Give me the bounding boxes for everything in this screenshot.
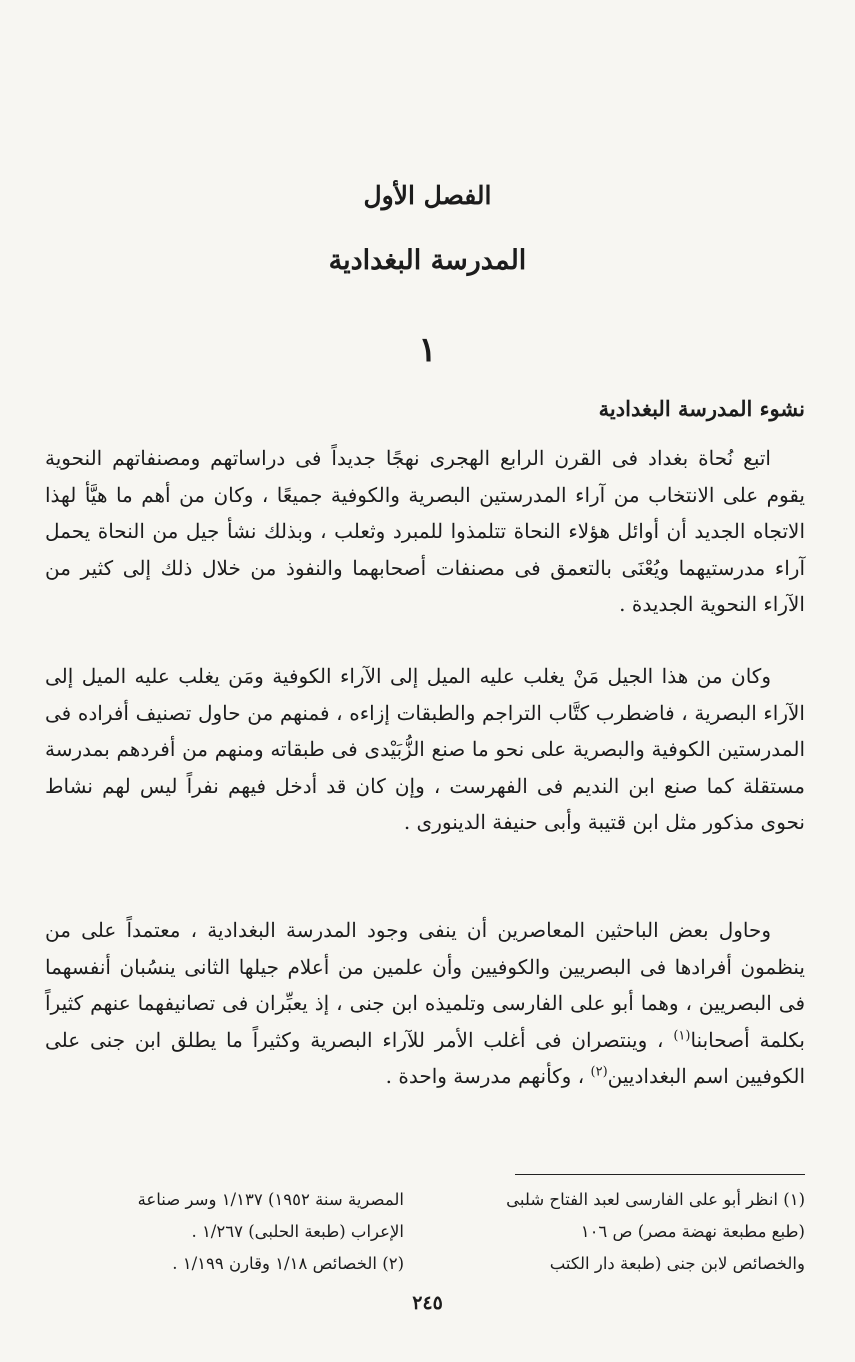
footnotes-left-column: [44, 1184, 404, 1280]
chapter-title: الفصل الأول: [363, 181, 492, 210]
paragraph-3: [45, 912, 805, 1095]
paragraph-1: اتبع نُحاة بغداد فى القرن الرابع الهجرى نهجًا جديداً فى دراساتهم ومصنفاتهم النحوية يقوم على الانتخاب من آراء المدرستين البصرية والكوفية جميعًا ، وكان من أهم ما هيَّأ لهذا الاتجاه الجديد أن أوائل هؤلاء النحاة تتلمذوا للمبرد وثعلب ، وبذلك نشأ جيل من النحاة يحمل آراء مدرستيهما ويُعْنَى بالتعمق فى مصنفات أصحابهما والنفوذ من خلال ذلك إلى كثير من الآراء النحوية الجديدة .: [45, 446, 806, 617]
footnote-ref-2: (٢): [590, 1064, 608, 1080]
paragraph-3-text-c: ، وكأنهم مدرسة واحدة .: [385, 1064, 591, 1089]
footnote-line: (طبع مطبعة نهضة مصر) ص ١٠٦: [580, 1222, 805, 1241]
section-number: ١: [418, 330, 437, 370]
footnote-divider: [515, 1174, 805, 1175]
paragraph-3-text-a: وحاول بعض الباحثين المعاصرين أن ينفى وجود المدرسة البغدادية ، معتمداً على من ينظمون أفرادها فى البصريين والكوفيين وأن علمين من أعلام جيلها الثانى ينسُبان أنفسهما فى البصريين ، وهما أبو على الفارسى وتلميذه ابن جنى ، إذ يعبِّران فى تصانيفهما عنهم كثيراً بكلمة أصحابنا: [45, 918, 805, 1052]
chapter-subtitle: المدرسة البغدادية: [328, 245, 527, 276]
footnote-ref-1: (١): [673, 1028, 691, 1044]
paragraph-2: وكان من هذا الجيل مَنْ يغلب عليه الميل إلى الآراء الكوفية ومَن يغلب عليه الميل إلى الآراء البصرية ، فاضطرب كتَّاب التراجم والطبقات إزاءه ، فمنهم من حاول تصنيف أفراده فى المدرستين الكوفية والبصرية على نحو ما صنع الزُّبَيْدى فى طبقاته ومنهم من أفردهم بمدرسة مستقلة كما صنع ابن النديم فى الفهرست ، وإن كان قد أدخل فيهم نفراً ليس لهم نشاط نحوى مذكور مثل ابن قتيبة وأبى حنيفة الدينورى .: [45, 664, 805, 835]
footnote-line: (١) انظر أبو على الفارسى لعبد الفتاح شلبى: [506, 1190, 805, 1209]
section-heading: نشوء المدرسة البغدادية: [598, 396, 805, 421]
footnote-line: والخصائص لابن جنى (طبعة دار الكتب: [549, 1254, 805, 1273]
footnotes-right-column: [445, 1184, 805, 1280]
footnote-line: المصرية سنة ١٩٥٢) ١/١٣٧ وسر صناعة: [137, 1190, 404, 1209]
paragraph-3-text-b: ، وينتصران فى أغلب الأمر للآراء البصرية وكثيراً ما يطلق ابن جنى على الكوفيين اسم البغداديين: [45, 1027, 805, 1089]
footnote-line: الإعراب (طبعة الحلبى) ١/٢٦٧ .: [191, 1222, 404, 1241]
page-number: ٢٤٥: [412, 1292, 443, 1314]
footnote-line: (٢) الخصائص ١/١٨ وقارن ١/١٩٩ .: [172, 1254, 404, 1273]
